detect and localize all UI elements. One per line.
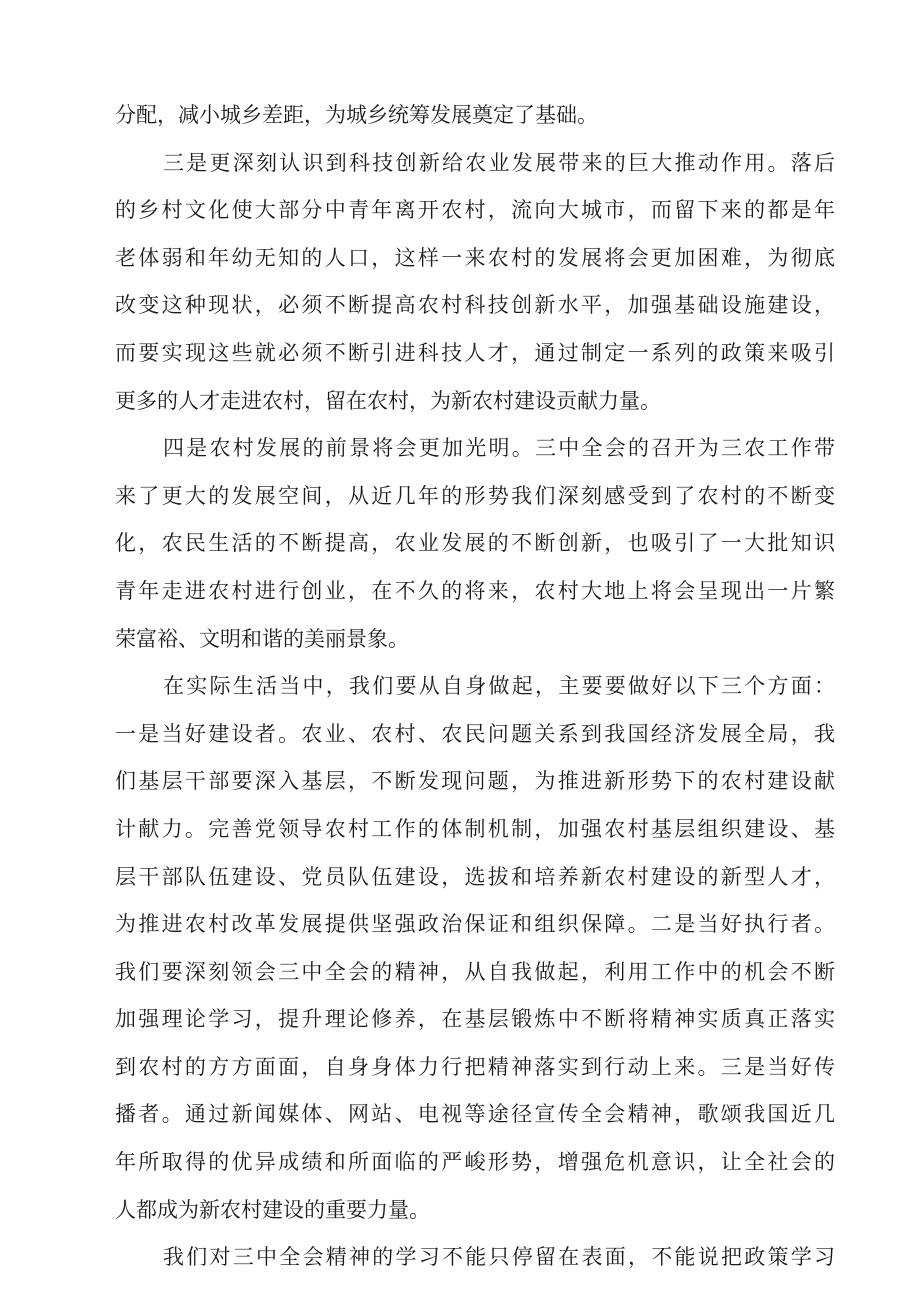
text-line: 们基层干部要深入基层，不断发现问题，为推进新形势下的农村建设献	[115, 769, 835, 794]
text-line: 老体弱和年幼无知的人口，这样一来农村的发展将会更加困难，为彻底	[115, 245, 835, 270]
document-page	[115, 92, 835, 1282]
text-line: 而要实现这些就必须不断引进科技人才，通过制定一系列的政策来吸引	[115, 340, 835, 365]
text-line: 来了更大的发展空间，从近几年的形势我们深刻感受到了农村的不断变	[115, 483, 835, 508]
text-line: 分配，减小城乡差距，为城乡统筹发展奠定了基础。	[115, 103, 598, 127]
text-line: 层干部队伍建设、党员队伍建设，选拔和培养新农村建设的新型人才，	[115, 864, 835, 889]
text-line: 荣富裕、文明和谐的美丽景象。	[115, 626, 409, 651]
text-line: 播者。通过新闻媒体、网站、电视等途径宣传全会精神，歌颂我国近几	[115, 1102, 835, 1127]
text-line: 更多的人才走进农村，留在农村，为新农村建设贡献力量。	[115, 388, 661, 413]
text-line: 人都成为新农村建设的重要力量。	[115, 1197, 430, 1222]
text-line: 年所取得的优异成绩和所面临的严峻形势，增强危机意识，让全社会的	[115, 1150, 835, 1175]
text-line: 改变这种现状，必须不断提高农村科技创新水平，加强基础设施建设，	[115, 293, 835, 318]
text-line: 青年走进农村进行创业，在不久的将来，农村大地上将会呈现出一片繁	[115, 578, 835, 603]
text-line: 三是更深刻认识到科技创新给农业发展带来的巨大推动作用。落后	[163, 150, 835, 175]
text-line: 我们要深刻领会三中全会的精神，从自我做起，利用工作中的机会不断	[115, 959, 835, 984]
text-line: 为推进农村改革发展提供坚强政治保证和组织保障。二是当好执行者。	[115, 912, 835, 937]
text-line: 加强理论学习，提升理论修养，在基层锻炼中不断将精神实质真正落实	[115, 1007, 835, 1032]
text-line: 一是当好建设者。农业、农村、农民问题关系到我国经济发展全局，我	[115, 721, 835, 746]
text-line: 的乡村文化使大部分中青年离开农村，流向大城市，而留下来的都是年	[115, 198, 835, 223]
text-line: 四是农村发展的前景将会更加光明。三中全会的召开为三农工作带	[163, 436, 835, 461]
text-line: 到农村的方方面面，自身身体力行把精神落实到行动上来。三是当好传	[115, 1054, 835, 1079]
text-line: 化，农民生活的不断提高，农业发展的不断创新，也吸引了一大批知识	[115, 531, 835, 556]
text-line: 计献力。完善党领导农村工作的体制机制，加强农村基层组织建设、基	[115, 816, 835, 841]
text-line: 我们对三中全会精神的学习不能只停留在表面，不能说把政策学习	[163, 1245, 835, 1270]
text-line: 在实际生活当中，我们要从自身做起，主要要做好以下三个方面：	[163, 674, 835, 699]
